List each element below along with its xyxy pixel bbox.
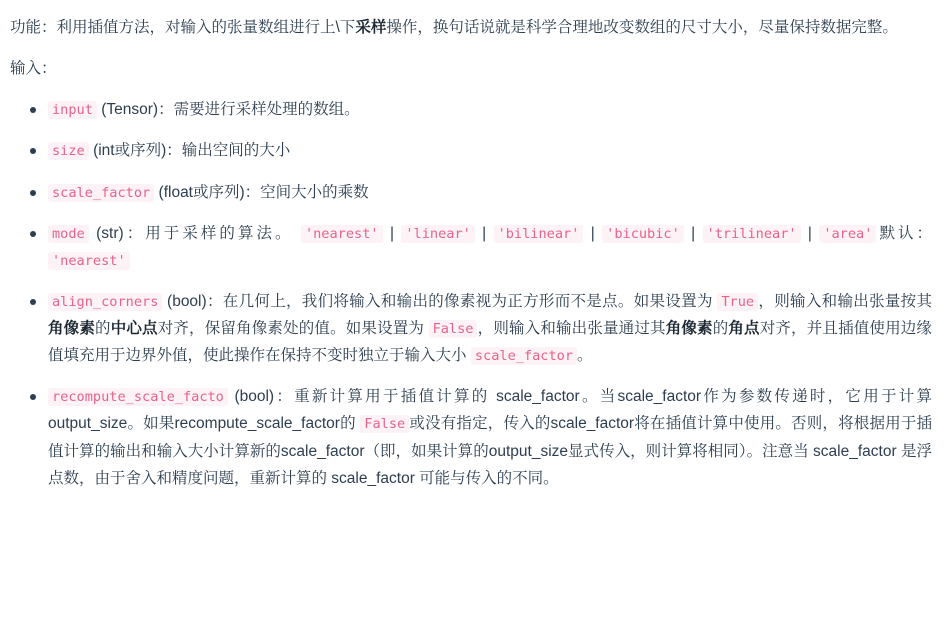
align-corners-desc-4: 对齐，保留角像素处的值。如果设置为 (157, 320, 425, 337)
param-type-recompute-scale-factor: (bool)： (234, 388, 295, 406)
align-corners-desc-6: 的 (712, 320, 729, 337)
mode-default-label: 默认： (876, 224, 933, 242)
param-desc-mode: 用于采样的算法。 (145, 224, 294, 242)
param-type-mode: (str)： (96, 224, 146, 242)
param-type-input: (Tensor)： (101, 101, 174, 119)
mode-option-bicubic: 'bicubic' (602, 225, 684, 243)
align-corners-bold-1: 角像素 (48, 320, 96, 337)
param-name-scale-factor: scale_factor (48, 184, 154, 202)
param-name-size: size (48, 142, 89, 160)
mode-default-value: 'nearest' (48, 252, 130, 270)
recompute-desc-1: 重新计算用于插值计算的 scale_factor。当scale_factor作为参数传递时，它用于计算output_size。如果recompute_scale_factor的 (48, 388, 932, 433)
param-name-input: input (48, 101, 97, 119)
param-desc-size: 输出空间的大小 (181, 142, 291, 160)
list-item: mode (str)：用于采样的算法。 'nearest' | 'linear' | 'bilinear' | 'bicubic' | 'trilinear' | 'area' 默认： 'nearest' (48, 220, 932, 274)
align-corners-true-literal: True (717, 293, 758, 311)
align-corners-desc-1: 在几何上，我们将输入和输出的像素视为正方形而不是点。如果设置为 (222, 292, 713, 310)
param-type-align-corners: (bool)： (167, 292, 223, 310)
list-item (48, 179, 932, 206)
inputs-heading: 输入： (10, 60, 57, 78)
align-corners-desc-3: 的 (95, 320, 111, 337)
recompute-desc-2: 或没有指定，传入的scale_factor将在插值计算中使用。否则，将根据用于插值计算的输出和输入大小计算新的scale_factor（即，如果计算的output_size显式传入，则计算将相同）。注意当 scale_factor 是浮点数，由于舍入和精度问题，重新计算的 scale_factor 可能与传入的不同。 (48, 415, 932, 487)
align-corners-scale-factor-code: scale_factor (471, 347, 577, 365)
param-name-recompute-scale-factor: recompute_scale_facto (48, 388, 228, 406)
list-item (48, 288, 932, 369)
align-corners-desc-8: 。 (577, 347, 593, 365)
align-corners-bold-3: 角像素 (665, 320, 713, 337)
param-name-align-corners: align_corners (48, 293, 162, 311)
list-item (48, 137, 932, 164)
list-item (48, 383, 932, 492)
param-desc-input: 需要进行采样处理的数组。 (173, 101, 360, 119)
align-corners-false-literal: False (429, 320, 478, 338)
recompute-false-literal: False (360, 415, 409, 433)
intro-paragraph (10, 14, 932, 41)
mode-option-area: 'area' (819, 225, 876, 243)
intro-suffix: 操作，换句话说就是科学合理地改变数组的尺寸大小，尽量保持数据完整。 (386, 19, 898, 36)
param-name-mode: mode (48, 225, 89, 243)
param-type-scale-factor: (float或序列)： (158, 183, 261, 201)
align-corners-desc-7: 对齐，并且插值使用边缘值填充用于边界外值，使此操作在保持不变时独立于输入大小 (48, 320, 932, 365)
align-corners-desc-5: ，则输入和输出张量通过其 (477, 320, 666, 337)
mode-option-trilinear: 'trilinear' (703, 225, 801, 243)
align-corners-bold-2: 中心点 (110, 320, 158, 337)
align-corners-bold-4: 角点 (728, 320, 760, 337)
mode-option-linear: 'linear' (401, 225, 474, 243)
param-type-size: (int或序列)： (93, 142, 182, 160)
param-desc-scale-factor: 空间大小的乘数 (260, 183, 369, 201)
mode-option-bilinear: 'bilinear' (494, 225, 584, 243)
mode-option-nearest: 'nearest' (301, 225, 383, 243)
intro-emphasis: 采样 (355, 19, 387, 36)
list-item (48, 96, 932, 123)
parameter-list (10, 96, 932, 492)
intro-prefix: 功能：利用插值方法，对输入的张量数组进行上\下 (10, 19, 356, 36)
align-corners-desc-2: ，则输入和输出张量按其 (758, 292, 932, 310)
